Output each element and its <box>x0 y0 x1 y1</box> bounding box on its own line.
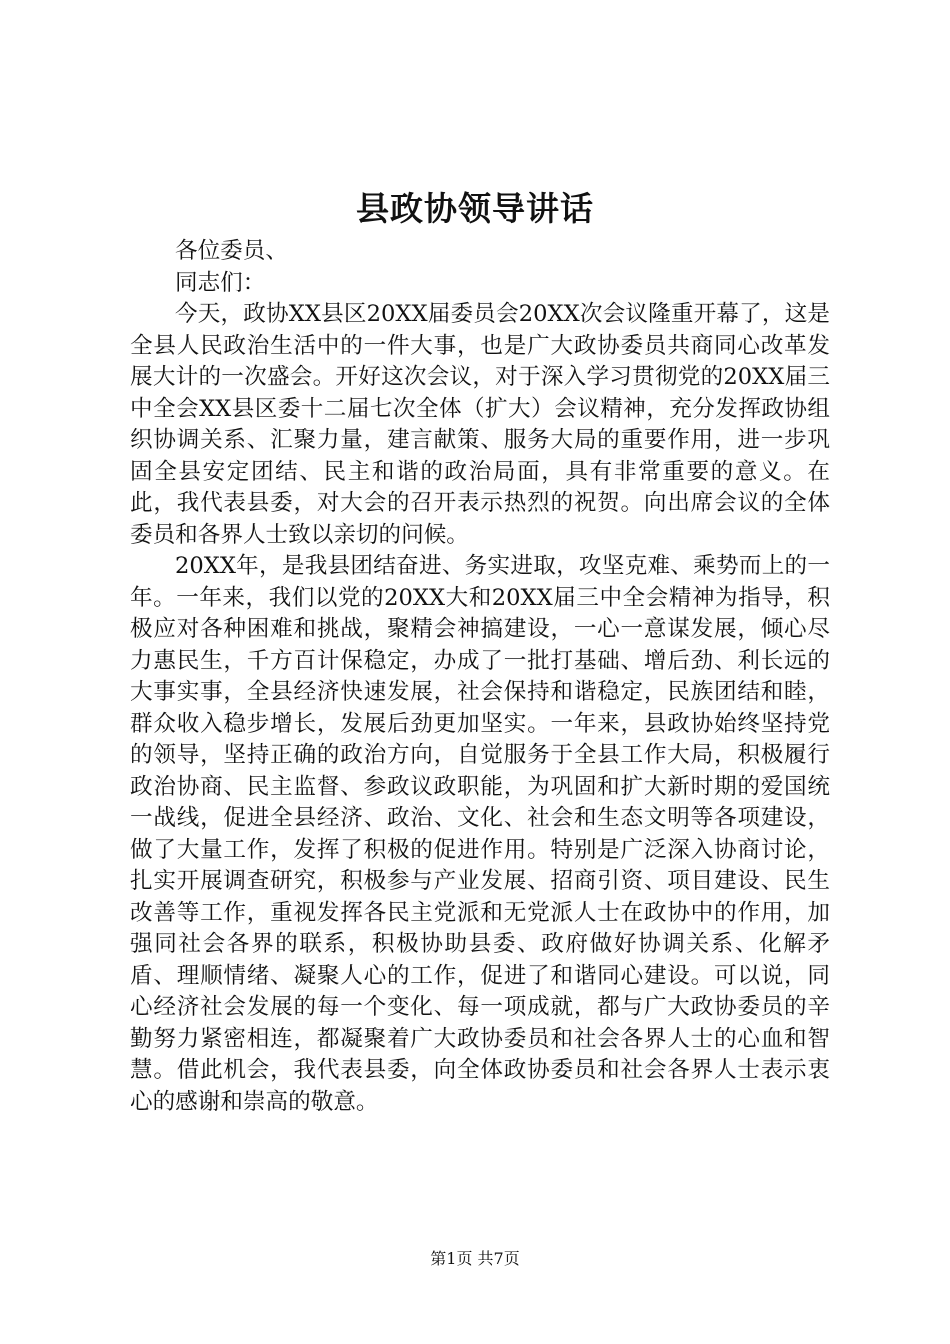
salutation-line-1: 各位委员、 <box>175 238 288 264</box>
salutation-line-2: 同志们： <box>175 269 266 296</box>
body-paragraph-2: 20XX年，是我县团结奋进、务实进取，攻坚克难、乘势而上的一年。一年来，我们以党的20XX大和20XX届三中全会精神为指导，积极应对各种困难和挑战，聚精会神搞建设，一心一意谋发展，倾心尽力惠民生，千方百计保稳定，办成了一批打基础、增后劲、利长远的大事实事，全县经济快速发展，社会保持和谐稳定，民族团结和睦，群众收入稳步增长，发展后劲更加坚实。一年来，县政协始终坚持党的领导，坚持正确的政治方向，自觉服务于全县工作大局，积极履行政治协商、民主监督、参政议政职能，为巩固和扩大新时期的爱国统一战线，促进全县经济、政治、文化、社会和生态文明等各项建设，做了大量工作，发挥了积极的促进作用。特别是广泛深入协商讨论，扎实开展调查研究，积极参与产业发展、招商引资、项目建设、民生改善等工作，重视发挥各民主党派和无党派人士在政协中的作用，加强同社会各界的联系，积极协助县委、政府做好协调关系、化解矛盾、理顺情绪、凝聚人心的工作，促进了和谐同心建设。可以说，同心经济社会发展的每一个变化、每一项成就，都与广大政协委员的辛勤努力紧密相连，都凝聚着广大政协委员和社会各界人士的心血和智慧。借此机会，我代表县委，向全体政协委员和社会各界人士表示衷心的感谢和崇高的敬意。 <box>130 553 830 1115</box>
document-title: 县政协领导讲话 <box>356 189 594 228</box>
page-footer: 第1页 共7页 <box>430 1249 520 1268</box>
body-paragraph-1: 今天，政协XX县区20XX届委员会20XX次会议隆重开幕了，这是全县人民政治生活中的一件大事，也是广大政协委员共商同心改革发展大计的一次盛会。开好这次会议，对于深入学习贯彻党的20XX届三中全会XX县区委十二届七次全体（扩大）会议精神，充分发挥政协组织协调关系、汇聚力量，建言献策、服务大局的重要作用，进一步巩固全县安定团结、民主和谐的政治局面，具有非常重要的意义。在此，我代表县委，对大会的召开表示热烈的祝贺。向出席会议的全体委员和各界人士致以亲切的问候。 <box>130 301 830 548</box>
document-body <box>130 236 830 1118</box>
